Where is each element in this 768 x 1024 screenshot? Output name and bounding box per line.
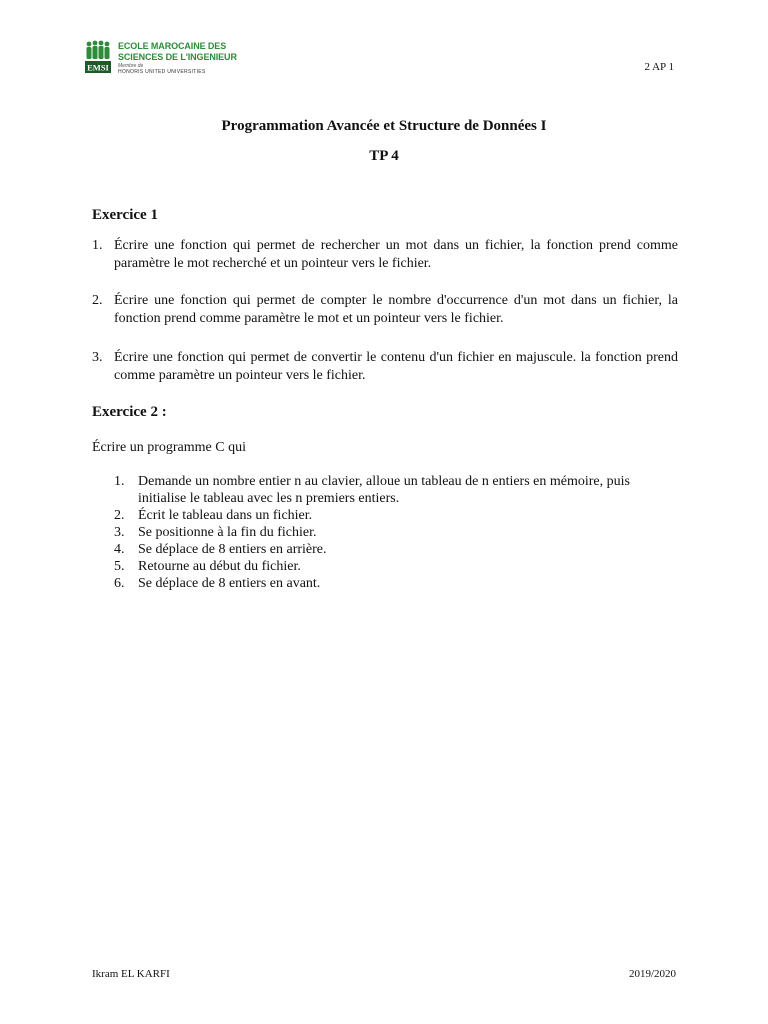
step-text: Se déplace de 8 entiers en avant. bbox=[138, 576, 321, 591]
document-subtitle: TP 4 bbox=[369, 148, 399, 164]
step-item bbox=[114, 558, 634, 575]
step-item bbox=[114, 541, 634, 558]
step-number: 5. bbox=[114, 559, 125, 574]
step-number: 6. bbox=[114, 576, 125, 591]
document-title: Programmation Avancée et Structure de Données I bbox=[221, 118, 547, 134]
exercise-2-steps bbox=[114, 473, 634, 592]
logo-line-2: SCIENCES DE L'INGENIEUR bbox=[118, 52, 237, 62]
step-item bbox=[114, 575, 634, 592]
exercise-1-heading: Exercice 1 bbox=[92, 207, 158, 223]
item-text: Écrire une fonction qui permet de compter le nombre d'occurrence d'un mot dans un fichier, la fonction prend comme paramètre le mot et un pointeur vers le fichier. bbox=[114, 293, 678, 326]
step-text: Se déplace de 8 entiers en arrière. bbox=[138, 542, 327, 557]
item-text: Écrire une fonction qui permet de convertir le contenu d'un fichier en majuscule. la fonction prend comme paramètre un pointeur vers le fichier. bbox=[114, 350, 678, 383]
step-number: 3. bbox=[114, 525, 125, 540]
exercise-1-item bbox=[92, 292, 678, 327]
exercise-1-item bbox=[92, 349, 678, 384]
logo-line-1: ECOLE MAROCAINE DES bbox=[118, 41, 227, 51]
step-text: Demande un nombre entier n au clavier, alloue un tableau de n entiers en mémoire, puis initialise le tableau avec les n premiers entiers. bbox=[138, 474, 630, 506]
class-code: 2 AP 1 bbox=[644, 61, 674, 73]
step-number: 2. bbox=[114, 508, 125, 523]
footer-year: 2019/2020 bbox=[628, 968, 676, 980]
logo-line-4: HONORIS UNITED UNIVERSITIES bbox=[118, 69, 206, 75]
item-text: Écrire une fonction qui permet de rechercher un mot dans un fichier, la fonction prend comme paramètre le mot recherché et un pointeur vers le fichier. bbox=[114, 238, 678, 271]
footer-author: Ikram EL KARFI bbox=[92, 968, 170, 980]
school-logo bbox=[84, 40, 237, 76]
item-number: 1. bbox=[92, 238, 103, 253]
svg-text:EMSI: EMSI bbox=[87, 62, 109, 73]
step-item bbox=[114, 507, 634, 524]
step-text: Écrit le tableau dans un fichier. bbox=[138, 508, 313, 523]
step-number: 1. bbox=[114, 474, 125, 489]
exercise-1-item bbox=[92, 237, 678, 272]
step-text: Se positionne à la fin du fichier. bbox=[138, 525, 317, 540]
item-number: 3. bbox=[92, 350, 103, 365]
item-number: 2. bbox=[92, 293, 103, 308]
step-item bbox=[114, 473, 634, 507]
step-text: Retourne au début du fichier. bbox=[138, 559, 301, 574]
exercise-2-heading: Exercice 2 : bbox=[92, 404, 167, 420]
emsi-logo-icon bbox=[84, 40, 112, 74]
exercise-2-intro: Écrire un programme C qui bbox=[92, 440, 246, 455]
logo-line-3: Membre de bbox=[118, 63, 144, 69]
step-number: 4. bbox=[114, 542, 125, 557]
step-item bbox=[114, 524, 634, 541]
